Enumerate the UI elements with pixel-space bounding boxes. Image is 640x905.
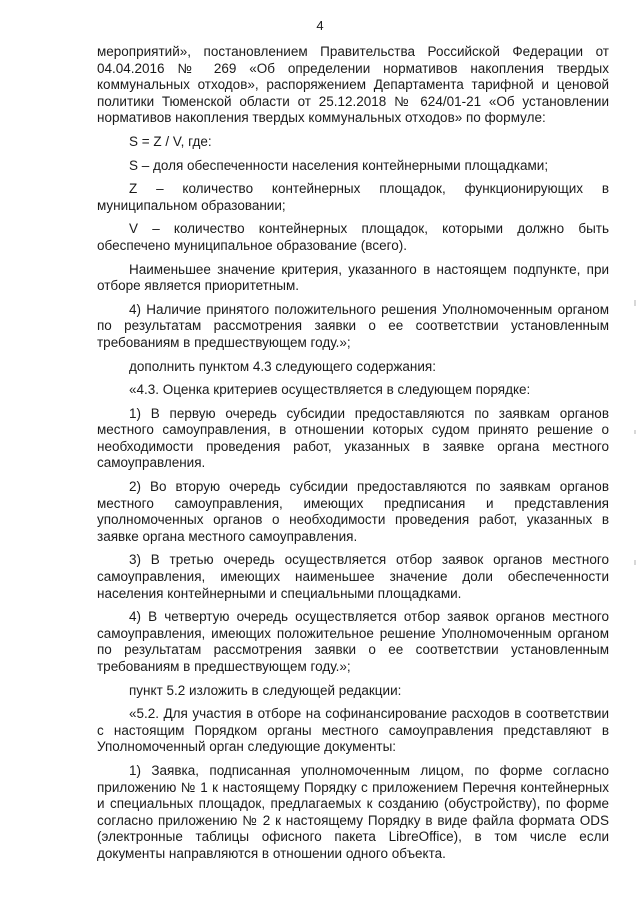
paragraph: V – количество контейнерных площадок, которыми должно быть обеспечено муниципальное образование (всего). [97,221,609,253]
scan-edge-mark [634,430,636,434]
paragraph: «4.3. Оценка критериев осуществляется в следующем порядке: [129,382,531,398]
paragraph: дополнить пунктом 4.3 следующего содержания: [129,358,436,374]
paragraph: Наименьшее значение критерия, указанного в настоящем подпункте, при отборе является приоритетным. [97,261,609,294]
paragraph: 1) Заявка, подписанная уполномоченным лицом, по форме согласно приложению № 1 к настоящему Порядку с приложением Перечня контейнерных и специальных площадок, предлагаемых к созданию (обустройству), по форме согласно приложению № 2 к настоящему Порядку в виде файла формата ODS (электронные таблицы офисного пакета LibreOffice), в том числе если документы направляются в отношении одного объекта. [97,762,609,861]
paragraph: 3) В третью очередь осуществляется отбор заявок органов местного самоуправления, имеющих наименьшее значение доли обеспеченности населения контейнерными и специальными площадками. [97,552,609,601]
paragraph: 2) Во вторую очередь субсидии предоставляются по заявкам органов местного самоуправления, имеющих предписания и представления уполномоченных органов о необходимости проведения работ, указанных в заявке органа местного самоуправления. [97,479,609,544]
document-body [97,44,609,870]
paragraph: 1) В первую очередь субсидии предоставляются по заявкам органов местного самоуправления, в отношении которых судом принято решение о необходимости проведения работ, указанных в заявке органа местного самоуправления. [97,405,609,471]
formula-line: S = Z / V, где: [129,133,212,149]
paragraph: «5.2. Для участия в отборе на софинансирование расходов в соответствии с настоящим Порядком органы местного самоуправления представляют в Уполномоченный орган следующие документы: [97,706,609,755]
paragraph: Z – количество контейнерных площадок, функционирующих в муниципальном образовании; [97,181,609,213]
paragraph: мероприятий», постановлением Правительства Российской Федерации от 04.04.2016 № 269 «Об определении нормативов накопления твердых коммунальных отходов», распоряжением Департамента тарифной и ценовой политики Тюменской области от 25.12.2018 № 624/01-21 «Об установлении нормативов накопления твердых коммунальных отходов» по формуле: [97,44,609,126]
scan-edge-mark [634,300,636,306]
paragraph: пункт 5.2 изложить в следующей редакции: [129,682,402,698]
scan-edge-mark [634,560,636,565]
page-number: 4 [316,18,324,33]
paragraph: 4) В четвертую очередь осуществляется отбор заявок органов местного самоуправления, имеющих положительное решение Уполномоченным органом по результатам рассмотрения заявки о ее соответствии установленным требованиям в предшествующем году.»; [97,609,609,674]
paragraph: S – доля обеспеченности населения контейнерными площадками; [129,157,549,173]
paragraph: 4) Наличие принятого положительного решения Уполномоченным органом по результатам рассмотрения заявки о ее соответствии установленным требованиям в предшествующем году.»; [97,301,609,350]
